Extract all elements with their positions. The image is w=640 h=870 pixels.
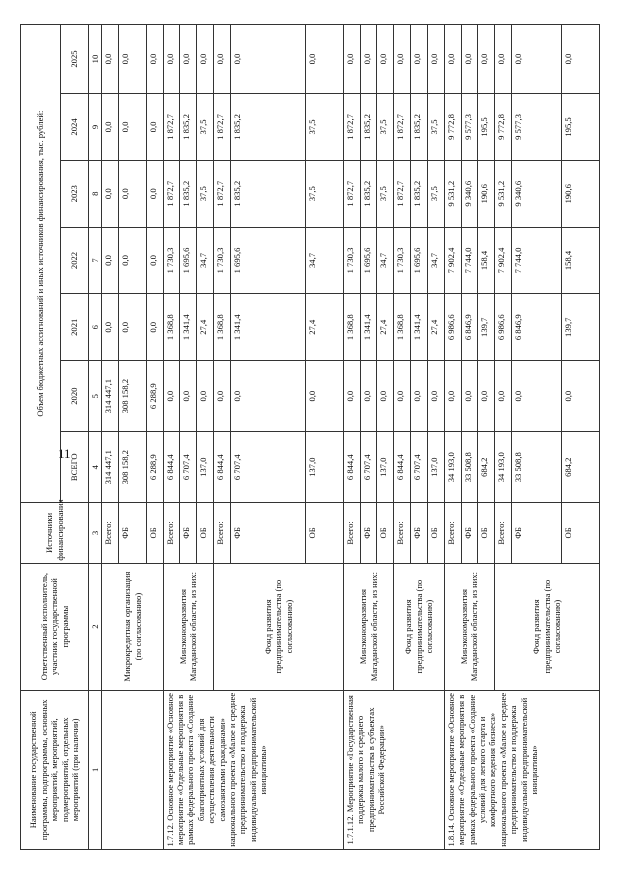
column-numbers-row	[89, 25, 102, 850]
financing-source: ФБ	[411, 503, 428, 563]
total-value: 6 844,4	[214, 432, 231, 503]
year-value: 0,0	[495, 25, 512, 94]
financing-source: Всего:	[343, 503, 360, 563]
financing-source: ОБ	[306, 503, 344, 563]
year-value: 0,0	[511, 361, 561, 432]
header-name: Наименование государственной программы, подпрограммы, основных мероприятий, мероприятий, подмероприятий, отдельных мероприятий (при наличии)	[21, 690, 89, 849]
year-value: 0,0	[102, 94, 119, 161]
year-value: 1 368,8	[163, 294, 180, 361]
year-value: 314 447,1	[102, 361, 119, 432]
column-number: 9	[89, 94, 102, 161]
year-value: 27,4	[197, 294, 214, 361]
header-responsible: Ответственный исполнитель, участник государственной программы	[21, 563, 89, 690]
responsible-executor: Фонд развития предпринимательства (по согласованию)	[214, 563, 344, 690]
financing-source: Всего:	[163, 503, 180, 563]
year-value: 1 835,2	[360, 94, 377, 161]
financing-source: ФБ	[511, 503, 561, 563]
year-value: 37,5	[197, 160, 214, 227]
total-value: 308 158,2	[119, 432, 147, 503]
table-row	[444, 25, 461, 850]
year-value: 0,0	[119, 94, 147, 161]
header-year: 2024	[61, 94, 89, 161]
year-value: 1 835,2	[180, 160, 197, 227]
year-value: 1 835,2	[180, 94, 197, 161]
financing-source: Всего:	[394, 503, 411, 563]
total-value: 6 707,4	[230, 432, 305, 503]
year-value: 7 902,4	[495, 227, 512, 294]
program-item-name: 1.8.14. Основное мероприятие «Основное мероприятие «Отдельные мероприятия в рамках федерального проекта «Создание условий для легкого старта и комфортного ведения бизнеса» национального проекта «Малое и среднее предпринимательство и поддержка индивидуальной предпринимательской инициативы»	[444, 690, 599, 849]
year-value: 0,0	[511, 25, 561, 94]
program-item-name: 1.7.12. Основное мероприятие «Основное мероприятие «Отдельные мероприятия в рамках федерального проекта «Создание благоприятных условий для осуществления деятельности самозанятыми гражданами» национального проекта «Малое и среднее предпринимательство и поддержка индивидуальной предпринимательской инициативы»	[163, 690, 343, 849]
responsible-executor: Минэкономразвития Магаданской области, из них:	[343, 563, 393, 690]
year-value: 1 872,7	[163, 160, 180, 227]
total-value: 137,0	[306, 432, 344, 503]
year-value: 37,5	[427, 160, 444, 227]
column-number: 5	[89, 361, 102, 432]
total-value: 6 844,4	[343, 432, 360, 503]
financing-source: Всего:	[214, 503, 231, 563]
year-value: 1 835,2	[360, 160, 377, 227]
year-value: 0,0	[180, 25, 197, 94]
year-value: 139,7	[478, 294, 495, 361]
responsible-executor: Фонд развития предпринимательства (по согласованию)	[495, 563, 600, 690]
year-value: 6 846,9	[461, 294, 478, 361]
table-row	[163, 25, 180, 850]
year-value: 1 695,6	[230, 227, 305, 294]
year-value: 1 341,4	[411, 294, 428, 361]
year-value: 1 368,8	[214, 294, 231, 361]
total-value: 6 844,4	[163, 432, 180, 503]
year-value: 0,0	[214, 25, 231, 94]
year-value: 0,0	[119, 160, 147, 227]
column-number: 8	[89, 160, 102, 227]
total-value: 314 447,1	[102, 432, 119, 503]
year-value: 27,4	[377, 294, 394, 361]
total-value: 137,0	[377, 432, 394, 503]
total-value: 6 707,4	[360, 432, 377, 503]
year-value: 195,5	[562, 94, 600, 161]
table-row	[102, 25, 119, 850]
header-volume: Объем бюджетных ассигнований и иных источников финансирования, тыс. рублей:	[21, 25, 61, 503]
page-number: 11	[58, 446, 71, 461]
column-number: 10	[89, 25, 102, 94]
year-value: 1 695,6	[411, 227, 428, 294]
year-value: 0,0	[377, 361, 394, 432]
year-value: 1 341,4	[360, 294, 377, 361]
year-value: 0,0	[230, 361, 305, 432]
year-value: 9 577,3	[511, 94, 561, 161]
year-value: 0,0	[343, 25, 360, 94]
year-value: 1 835,2	[230, 160, 305, 227]
year-value: 0,0	[102, 227, 119, 294]
year-value: 9 531,2	[444, 160, 461, 227]
year-value: 190,6	[478, 160, 495, 227]
year-value: 7 902,4	[444, 227, 461, 294]
header-year: 2020	[61, 361, 89, 432]
financing-source: Всего:	[102, 503, 119, 563]
header-year: 2021	[61, 294, 89, 361]
year-value: 0,0	[394, 25, 411, 94]
year-value: 0,0	[411, 361, 428, 432]
year-value: 37,5	[306, 160, 344, 227]
year-value: 0,0	[119, 25, 147, 94]
year-value: 1 730,3	[394, 227, 411, 294]
total-value: 6 707,4	[180, 432, 197, 503]
responsible-executor: Минэкономразвития Магаданской области, из них:	[163, 563, 213, 690]
year-value: 1 872,7	[214, 94, 231, 161]
year-value: 0,0	[146, 25, 163, 94]
table-body	[102, 25, 600, 850]
year-value: 1 872,7	[394, 160, 411, 227]
total-value: 34 193,0	[495, 432, 512, 503]
total-value: 6 844,4	[394, 432, 411, 503]
total-value: 6 707,4	[411, 432, 428, 503]
year-value: 34,7	[377, 227, 394, 294]
year-value: 0,0	[119, 294, 147, 361]
column-number: 2	[89, 563, 102, 690]
year-value: 6 986,6	[444, 294, 461, 361]
column-number: 3	[89, 503, 102, 563]
year-value: 27,4	[427, 294, 444, 361]
year-value: 0,0	[495, 361, 512, 432]
year-value: 34,7	[306, 227, 344, 294]
responsible-executor: Микрокредитная организация (по согласованию)	[102, 563, 163, 690]
financing-source: Всего:	[495, 503, 512, 563]
year-value: 0,0	[102, 25, 119, 94]
year-value: 6 288,9	[146, 361, 163, 432]
year-value: 9 531,2	[495, 160, 512, 227]
year-value: 0,0	[444, 361, 461, 432]
year-value: 1 872,7	[343, 94, 360, 161]
year-value: 0,0	[377, 25, 394, 94]
year-value: 308 158,2	[119, 361, 147, 432]
year-value: 0,0	[163, 361, 180, 432]
year-value: 139,7	[562, 294, 600, 361]
year-value: 0,0	[102, 160, 119, 227]
financing-source: ФБ	[119, 503, 147, 563]
year-value: 6 986,6	[495, 294, 512, 361]
column-number: 7	[89, 227, 102, 294]
header-total: ВСЕГО	[61, 432, 89, 503]
year-value: 1 835,2	[411, 94, 428, 161]
year-value: 0,0	[146, 227, 163, 294]
year-value: 37,5	[306, 94, 344, 161]
year-value: 0,0	[461, 361, 478, 432]
financing-source: Всего:	[444, 503, 461, 563]
year-value: 6 846,9	[511, 294, 561, 361]
year-value: 0,0	[146, 160, 163, 227]
total-value: 33 508,8	[461, 432, 478, 503]
total-value: 684,2	[478, 432, 495, 503]
year-value: 9 340,6	[511, 160, 561, 227]
year-value: 1 341,4	[180, 294, 197, 361]
year-value: 1 872,7	[163, 94, 180, 161]
year-value: 0,0	[461, 25, 478, 94]
header-year: 2022	[61, 227, 89, 294]
header-source: Источники финансирования	[21, 503, 89, 563]
year-value: 158,4	[562, 227, 600, 294]
year-value: 0,0	[562, 361, 600, 432]
year-value: 34,7	[197, 227, 214, 294]
year-value: 1 695,6	[180, 227, 197, 294]
year-value: 0,0	[427, 361, 444, 432]
year-value: 9 577,3	[461, 94, 478, 161]
year-value: 1 872,7	[214, 160, 231, 227]
year-value: 7 744,0	[461, 227, 478, 294]
year-value: 0,0	[306, 361, 344, 432]
financing-source: ФБ	[230, 503, 305, 563]
year-value: 0,0	[119, 227, 147, 294]
financing-source: ОБ	[197, 503, 214, 563]
total-value: 34 193,0	[444, 432, 461, 503]
financing-source: ОБ	[478, 503, 495, 563]
year-value: 1 730,3	[163, 227, 180, 294]
financing-source: ОБ	[562, 503, 600, 563]
financing-source: ФБ	[461, 503, 478, 563]
year-value: 0,0	[197, 25, 214, 94]
year-value: 37,5	[377, 160, 394, 227]
column-number: 1	[89, 690, 102, 849]
year-value: 1 730,3	[343, 227, 360, 294]
year-value: 0,0	[214, 361, 231, 432]
year-value: 0,0	[163, 25, 180, 94]
year-value: 158,4	[478, 227, 495, 294]
rotated-table-container	[20, 24, 600, 850]
year-value: 7 744,0	[511, 227, 561, 294]
year-value: 37,5	[377, 94, 394, 161]
column-number: 4	[89, 432, 102, 503]
year-value: 0,0	[146, 94, 163, 161]
year-value: 1 368,8	[394, 294, 411, 361]
year-value: 0,0	[343, 361, 360, 432]
responsible-executor: Фонд развития предпринимательства (по согласованию)	[394, 563, 444, 690]
year-value: 0,0	[478, 361, 495, 432]
year-value: 0,0	[180, 361, 197, 432]
year-value: 1 872,7	[343, 160, 360, 227]
year-value: 37,5	[427, 94, 444, 161]
year-value: 27,4	[306, 294, 344, 361]
year-value: 9 340,6	[461, 160, 478, 227]
responsible-executor: Минэкономразвития Магаданской области, из них:	[444, 563, 494, 690]
year-value: 0,0	[562, 25, 600, 94]
year-value: 0,0	[102, 294, 119, 361]
program-item-name	[102, 690, 163, 849]
year-value: 0,0	[478, 25, 495, 94]
total-value: 33 508,8	[511, 432, 561, 503]
year-value: 1 730,3	[214, 227, 231, 294]
year-value: 34,7	[427, 227, 444, 294]
header-year: 2023	[61, 160, 89, 227]
year-value: 0,0	[146, 294, 163, 361]
year-value: 9 772,8	[495, 94, 512, 161]
year-value: 9 772,8	[444, 94, 461, 161]
year-value: 0,0	[360, 25, 377, 94]
year-value: 1 835,2	[230, 94, 305, 161]
year-value: 0,0	[411, 25, 428, 94]
total-value: 137,0	[427, 432, 444, 503]
financing-source: ФБ	[360, 503, 377, 563]
total-value: 684,2	[562, 432, 600, 503]
year-value: 0,0	[360, 361, 377, 432]
year-value: 195,5	[478, 94, 495, 161]
financing-source: ОБ	[377, 503, 394, 563]
year-value: 1 341,4	[230, 294, 305, 361]
header-year: 2025	[61, 25, 89, 94]
year-value: 0,0	[394, 361, 411, 432]
total-value: 137,0	[197, 432, 214, 503]
program-item-name: 1.7.1.12. Мероприятие «Государственная поддержка малого и среднего предпринимательства в субъектах Российской Федерации»	[343, 690, 444, 849]
table-row	[343, 25, 360, 850]
financing-source: ФБ	[180, 503, 197, 563]
year-value: 0,0	[197, 361, 214, 432]
year-value: 1 835,2	[411, 160, 428, 227]
year-value: 0,0	[230, 25, 305, 94]
year-value: 0,0	[306, 25, 344, 94]
financing-table	[20, 24, 600, 850]
financing-source: ОБ	[146, 503, 163, 563]
year-value: 37,5	[197, 94, 214, 161]
year-value: 0,0	[427, 25, 444, 94]
year-value: 1 872,7	[394, 94, 411, 161]
year-value: 1 368,8	[343, 294, 360, 361]
financing-source: ОБ	[427, 503, 444, 563]
column-number: 6	[89, 294, 102, 361]
total-value: 6 288,9	[146, 432, 163, 503]
year-value: 0,0	[444, 25, 461, 94]
year-value: 190,6	[562, 160, 600, 227]
year-value: 1 695,6	[360, 227, 377, 294]
